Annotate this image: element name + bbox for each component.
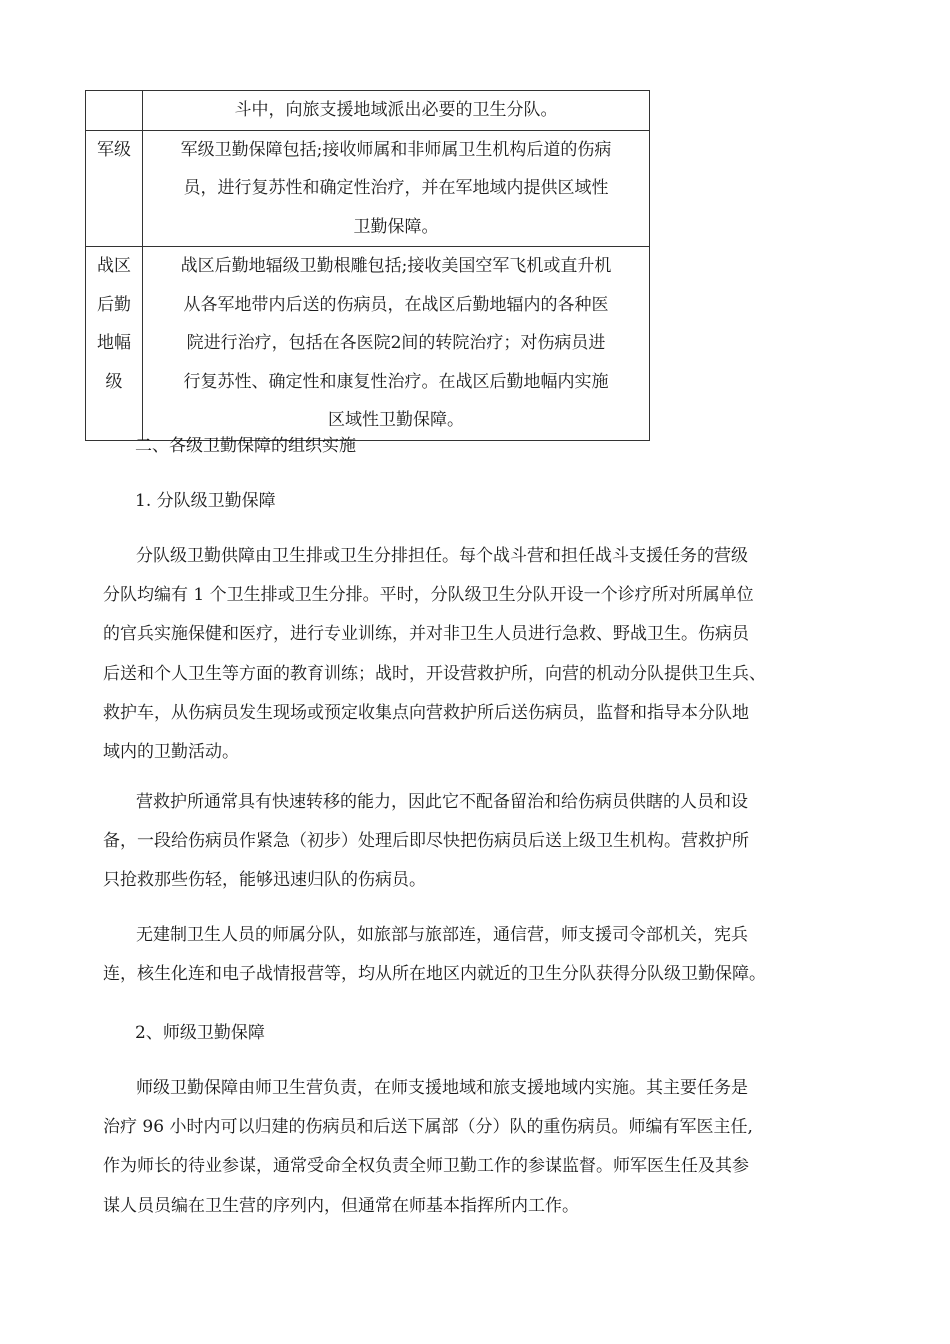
level-label: 地幅	[97, 333, 131, 353]
cell-line: 战区后勤地辐级卫勤根雕包括;接收美国空军飞机或直升机	[180, 256, 612, 276]
table-row	[86, 130, 650, 247]
paragraph-3	[103, 916, 843, 994]
paragraph-line: 救护车，从伤病员发生现场或预定收集点向营救护所后送伤病员，监督和指导本分队地	[103, 702, 749, 723]
level-label: 战区	[97, 256, 131, 276]
paragraph-line: 无建制卫生人员的师属分队，如旅部与旅部连，通信营，师支援司令部机关，宪兵	[136, 925, 748, 945]
paragraph-line: 只抢救那些伤轻，能够迅速归队的伤病员。	[103, 870, 426, 891]
paragraph-line: 域内的卫勤活动。	[103, 742, 239, 763]
cell-line: 员，进行复苏性和确定性治疗，并在军地域内提供区域性	[183, 178, 609, 198]
paragraph-line: 营救护所通常具有快速转移的能力，因此它不配备留治和给伤病员供瞎的人员和设	[136, 792, 748, 812]
subsection-title-2: 2、师级卫勤保障	[135, 1023, 265, 1043]
level-description-cell	[143, 91, 650, 131]
paragraph-line: 连，核生化连和电子战情报营等，均从所在地区内就近的卫生分队获得分队级卫勤保障。	[103, 964, 766, 985]
logistics-level-table	[85, 90, 650, 441]
cell-line: 卫勤保障。	[353, 216, 439, 237]
paragraph-line: 作为师长的待业参谋，通常受命全权负责全师卫勤工作的参谋监督。师军医生任及其参	[103, 1156, 749, 1177]
level-label-cell	[86, 247, 143, 441]
paragraph-4	[103, 1069, 843, 1226]
level-label-cell	[86, 91, 143, 131]
subsection-title-1: 1. 分队级卫勤保障	[135, 491, 276, 511]
paragraph-line: 备，一段给伤病员作紧急（初步）处理后即尽快把伤病员后送上级卫生机构。营救护所	[103, 831, 749, 852]
paragraph-line: 分队级卫勤供障由卫生排或卫生分排担任。每个战斗营和担任战斗支援任务的营级	[136, 546, 748, 566]
level-description-cell	[143, 247, 650, 441]
paragraph-line: 的官兵实施保健和医疗，进行专业训练，并对非卫生人员进行急救、野战卫生。伤病员	[103, 624, 749, 645]
cell-line: 从各军地带内后送的伤病员，在战区后勤地辐内的各种医	[183, 294, 609, 315]
paragraph-line: 分队均编有 1 个卫生排或卫生分排。平时，分队级卫生分队开设一个诊疗所对所属单位	[103, 585, 754, 606]
paragraph-2	[103, 783, 843, 901]
cell-line: 区域性卫勤保障。	[328, 410, 464, 430]
cell-line: 斗中，向旅支援地域派出必要的卫生分队。	[234, 100, 558, 120]
level-description-cell	[143, 130, 650, 247]
paragraph-1	[103, 537, 843, 772]
level-label: 军级	[97, 139, 131, 160]
paragraph-line: 后送和个人卫生等方面的教育训练；战时，开设营救护所，向营的机动分队提供卫生兵、	[103, 663, 766, 684]
level-label-cell	[86, 130, 143, 247]
paragraph-line: 谋人员员编在卫生营的序列内，但通常在师基本指挥所内工作。	[103, 1195, 579, 1216]
section-title: 二、各级卫勤保障的组织实施	[135, 436, 356, 456]
paragraph-line: 师级卫勤保障由师卫生营负责，在师支援地域和旅支援地域内实施。其主要任务是	[136, 1078, 748, 1098]
table-row	[86, 247, 650, 441]
cell-line: 行复苏性、确定性和康复性治疗。在战区后勤地幅内实施	[183, 371, 609, 392]
paragraph-line: 治疗 96 小时内可以归建的伤病员和后送下属部（分）队的重伤病员。师编有军医主任,	[103, 1117, 753, 1138]
cell-line: 军级卫勤保障包括;接收师属和非师属卫生机构后道的伤病	[180, 139, 612, 160]
level-label: 级	[105, 371, 123, 392]
level-label: 后勤	[97, 294, 131, 315]
cell-line: 院进行治疗，包括在各医院2间的转院治疗；对伤病员进	[186, 333, 606, 353]
table-row	[86, 91, 650, 131]
